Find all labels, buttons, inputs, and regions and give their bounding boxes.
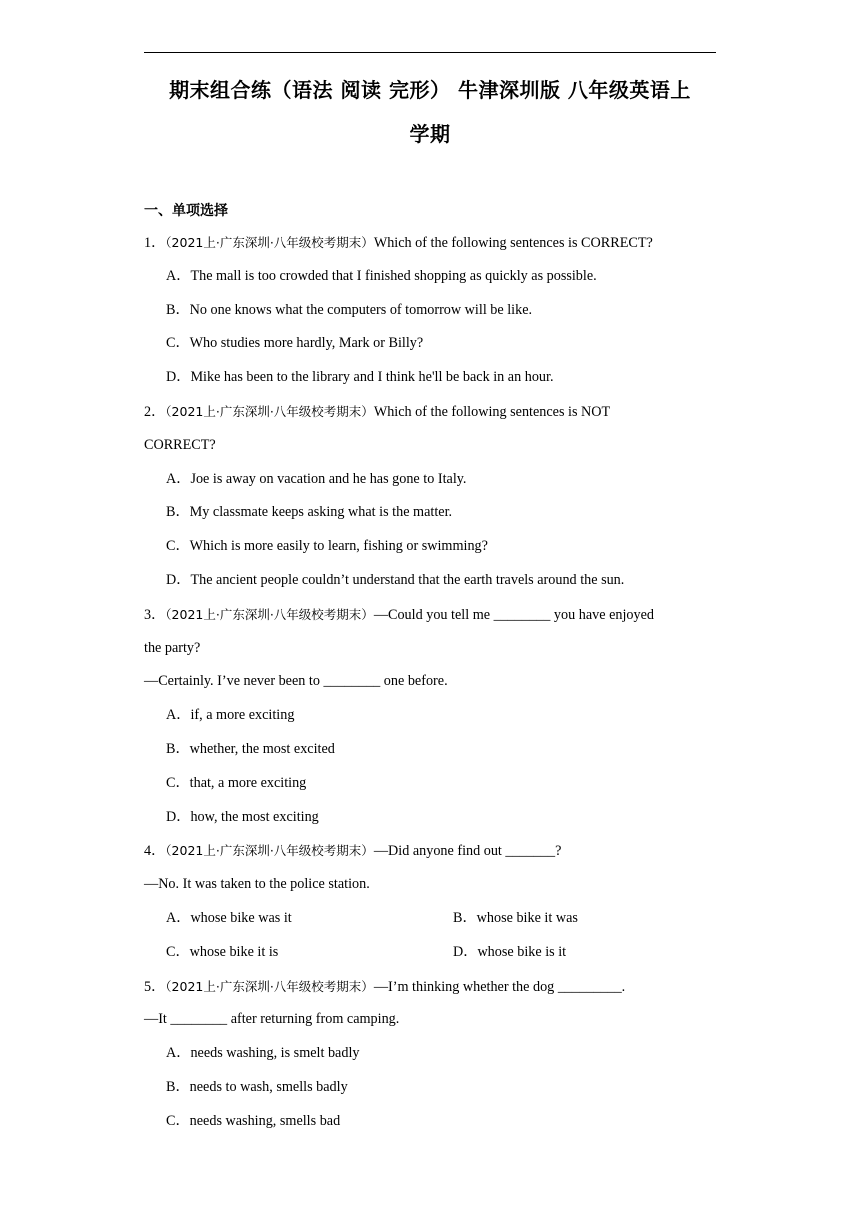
- question-text: —I’m thinking whether the dog _________.: [373, 978, 626, 995]
- section-heading: 一、单项选择: [144, 203, 228, 219]
- header-rule: [144, 52, 716, 53]
- question-number: 4．: [144, 843, 166, 860]
- question-3-stem: [144, 598, 718, 632]
- question-text: Which of the following sentences is CORRECT?: [373, 235, 653, 251]
- question-source: （2021上·广东深圳·八年级校考期末）: [165, 403, 374, 419]
- option-2b: B．My classmate keeps asking what is the matter.: [166, 504, 453, 521]
- option-1c: C．Who studies more hardly, Mark or Billy?: [166, 335, 424, 352]
- option-4c: C．whose bike it is: [166, 943, 279, 960]
- question-number: 3．: [144, 606, 166, 623]
- question-number: 2．: [144, 403, 166, 420]
- option-1d: D．Mike has been to the library and I think he'll be back in an hour.: [166, 369, 554, 386]
- question-4-reply: —No. It was taken to the police station.: [144, 876, 370, 893]
- question-4-stem: [144, 834, 718, 868]
- option-2a: A．Joe is away on vacation and he has gone to Italy.: [166, 470, 467, 487]
- question-source: （2021上·广东深圳·八年级校考期末）: [165, 235, 374, 250]
- question-5-stem: [144, 970, 718, 1004]
- title-line-1: 期末组合练（语法 阅读 完形） 牛津深圳版 八年级英语上: [169, 78, 691, 102]
- option-3d: D．how, the most exciting: [166, 808, 319, 825]
- option-4a: A．whose bike was it: [166, 909, 292, 926]
- page-title: [120, 68, 740, 156]
- question-2-stem-cont: CORRECT?: [144, 436, 216, 453]
- option-2c: C．Which is more easily to learn, fishing or swimming?: [166, 538, 488, 555]
- option-1a: A．The mall is too crowded that I finished shopping as quickly as possible.: [166, 267, 597, 284]
- title-line-2: 学期: [409, 122, 451, 146]
- option-5b: B．needs to wash, smells badly: [166, 1078, 348, 1095]
- question-text: —Did anyone find out _______?: [373, 843, 562, 860]
- option-3b: B．whether, the most excited: [166, 740, 335, 757]
- option-3c: C．that, a more exciting: [166, 774, 307, 791]
- question-3-reply: —Certainly. I’ve never been to ________ one before.: [144, 673, 448, 690]
- option-4b: B．whose bike it was: [453, 909, 578, 926]
- options-row-4ab: [144, 902, 718, 936]
- options-row-4cd: [144, 936, 718, 970]
- question-text: —Could you tell me ________ you have enjoyed: [373, 606, 654, 623]
- question-number: 5．: [144, 978, 166, 995]
- question-5-reply: —It ________ after returning from camping.: [144, 1011, 400, 1028]
- question-list: [144, 226, 718, 1139]
- question-number: 1．: [144, 235, 166, 251]
- option-2d: D．The ancient people couldn’t understand that the earth travels around the sun.: [166, 571, 625, 588]
- option-3a: A．if, a more exciting: [166, 707, 295, 724]
- question-2-stem: [144, 395, 718, 429]
- question-source: （2021上·广东深圳·八年级校考期末）: [165, 978, 374, 994]
- option-1b: B．No one knows what the computers of tomorrow will be like.: [166, 301, 533, 318]
- question-1-stem: [144, 226, 718, 260]
- question-3-stem-cont: the party?: [144, 639, 201, 656]
- option-5a: A．needs washing, is smelt badly: [166, 1045, 360, 1062]
- question-source: （2021上·广东深圳·八年级校考期末）: [165, 843, 374, 859]
- question-source: （2021上·广东深圳·八年级校考期末）: [165, 606, 374, 622]
- option-5c: C．needs washing, smells bad: [166, 1112, 341, 1129]
- option-4d: D．whose bike is it: [453, 943, 567, 960]
- question-text: Which of the following sentences is NOT: [373, 403, 611, 420]
